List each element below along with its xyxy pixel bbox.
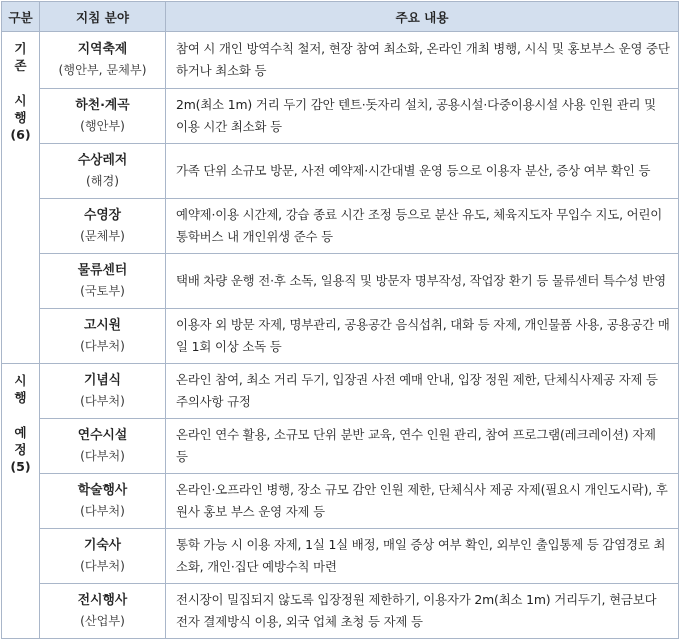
category-label-char: 행 — [14, 390, 27, 405]
field-cell — [40, 89, 166, 144]
category-label-char: (5) — [10, 459, 31, 474]
field-cell — [40, 529, 166, 584]
field-cell — [40, 474, 166, 529]
table-header-row — [2, 2, 679, 32]
field-ministry: (다부처) — [80, 504, 125, 518]
table-row — [2, 309, 679, 364]
content-cell: 온라인·오프라인 병행, 장소 규모 감안 인원 제한, 단체식사 제공 자제(필요시 개인도시락), 후원사 홍보 부스 운영 자제 등 — [166, 474, 679, 529]
field-ministry: (국토부) — [80, 284, 125, 298]
content-cell: 온라인 연수 활용, 소규모 단위 분반 교육, 연수 인원 관리, 참여 프로그램(레크레이션) 자제 등 — [166, 419, 679, 474]
table-row — [2, 529, 679, 584]
table-row — [2, 419, 679, 474]
field-name: 전시행사 — [77, 593, 128, 608]
field-cell — [40, 309, 166, 364]
category-label-gap — [2, 406, 39, 424]
table-row — [2, 199, 679, 254]
field-name: 지역축제 — [77, 42, 128, 57]
field-name: 하천·계곡 — [75, 98, 130, 113]
category-label-char: 시 — [14, 373, 27, 388]
table-row — [2, 584, 679, 639]
field-ministry: (문체부) — [80, 229, 125, 243]
field-name: 기념식 — [83, 373, 122, 388]
table-row — [2, 364, 679, 419]
field-name: 연수시설 — [77, 428, 128, 443]
field-cell — [40, 364, 166, 419]
field-ministry: (행안부) — [80, 119, 125, 133]
content-cell: 통학 가능 시 이용 자제, 1실 1실 배정, 매일 증상 여부 확인, 외부인 출입통제 등 감염경로 최소화, 개인·집단 예방수칙 마련 — [166, 529, 679, 584]
table-row — [2, 32, 679, 89]
table-row — [2, 89, 679, 144]
category-label-char: 시 — [14, 93, 27, 108]
field-cell — [40, 144, 166, 199]
content-cell: 가족 단위 소규모 방문, 사전 예약제·시간대별 운영 등으로 이용자 분산, 증상 여부 확인 등 — [166, 144, 679, 199]
header-content: 주요 내용 — [166, 2, 679, 32]
header-field: 지침 분야 — [40, 2, 166, 32]
content-cell: 참여 시 개인 방역수칙 철저, 현장 참여 최소화, 온라인 개최 병행, 시식 및 홍보부스 운영 중단하거나 최소화 등 — [166, 32, 679, 89]
table-row — [2, 474, 679, 529]
field-ministry: (다부처) — [80, 559, 125, 573]
content-cell: 이용자 외 방문 자제, 명부관리, 공용공간 음식섭취, 대화 등 자제, 개인물품 사용, 공용공간 매일 1회 이상 소독 등 — [166, 309, 679, 364]
field-name: 기숙사 — [83, 538, 122, 553]
category-label-char: 존 — [14, 58, 27, 73]
header-category: 구분 — [2, 2, 40, 32]
field-cell — [40, 254, 166, 309]
field-ministry: (다부처) — [80, 449, 125, 463]
table-row — [2, 144, 679, 199]
field-ministry: (다부처) — [80, 394, 125, 408]
field-cell — [40, 419, 166, 474]
field-ministry: (다부처) — [80, 339, 125, 353]
field-name: 물류센터 — [77, 263, 128, 278]
category-label — [2, 32, 39, 143]
category-label-gap — [2, 74, 39, 92]
field-name: 학술행사 — [77, 483, 128, 498]
category-existing — [2, 32, 40, 364]
content-cell: 예약제·이용 시간제, 강습 종료 시간 조정 등으로 분산 유도, 체육지도자 무입수 지도, 어린이 통학버스 내 개인위생 준수 등 — [166, 199, 679, 254]
category-label-char: 기 — [14, 41, 27, 56]
content-cell: 온라인 참여, 최소 거리 두기, 입장권 사전 예매 안내, 입장 정원 제한, 단체식사제공 자제 등 주의사항 규정 — [166, 364, 679, 419]
table-body — [2, 32, 679, 639]
content-cell: 택배 차량 운행 전·후 소독, 일용직 및 방문자 명부작성, 작업장 환기 등 물류센터 특수성 반영 — [166, 254, 679, 309]
category-label-char: (6) — [10, 127, 31, 142]
field-ministry: (행안부, 문체부) — [58, 63, 147, 77]
field-cell — [40, 32, 166, 89]
field-ministry: (산업부) — [80, 614, 125, 628]
category-label-char: 예 — [14, 425, 27, 440]
category-label-char: 정 — [14, 442, 27, 457]
field-name: 고시원 — [83, 318, 122, 333]
guideline-table — [1, 1, 679, 639]
category-planned — [2, 364, 40, 639]
field-name: 수영장 — [83, 208, 122, 223]
field-cell — [40, 199, 166, 254]
content-cell: 전시장이 밀집되지 않도록 입장정원 제한하기, 이용자가 2m(최소 1m) 거리두기, 현금보다 전자 결제방식 이용, 외국 업체 초청 등 자제 등 — [166, 584, 679, 639]
field-cell — [40, 584, 166, 639]
field-name: 수상레저 — [77, 153, 128, 168]
table-row — [2, 254, 679, 309]
category-label — [2, 364, 39, 475]
field-ministry: (해경) — [85, 174, 120, 188]
category-label-char: 행 — [14, 110, 27, 125]
content-cell: 2m(최소 1m) 거리 두기 감안 텐트·돗자리 설치, 공용시설·다중이용시설 사용 인원 관리 및 이용 시간 최소화 등 — [166, 89, 679, 144]
